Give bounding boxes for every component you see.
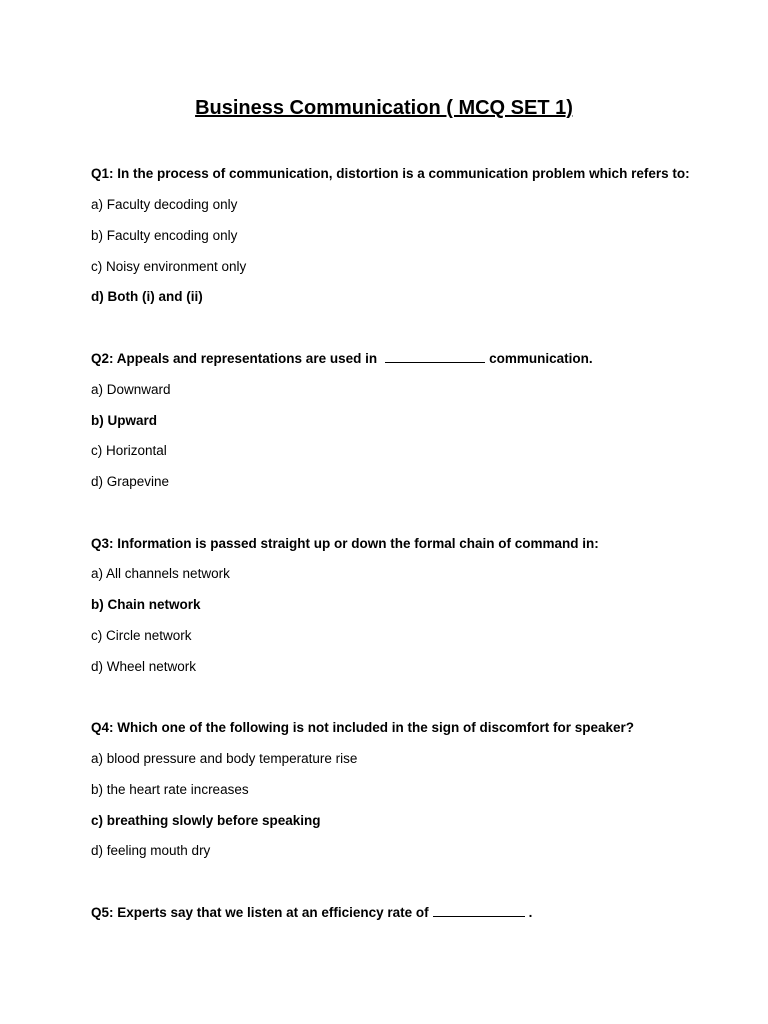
question-1-option-a: a) Faculty decoding only — [91, 197, 238, 212]
question-4-option-a: a) blood pressure and body temperature rise — [91, 751, 358, 766]
question-4-option-b: b) the heart rate increases — [91, 782, 249, 797]
question-4-option-c-answer: c) breathing slowly before speaking — [91, 813, 321, 828]
question-1-text: Q1: In the process of communication, distortion is a communication problem which refers to: — [91, 166, 690, 181]
question-5-blank — [433, 904, 525, 917]
question-3-option-a: a) All channels network — [91, 566, 230, 581]
question-5-text — [91, 904, 532, 922]
question-2-text — [91, 350, 593, 368]
question-5-text-before: Q5: Experts say that we listen at an efficiency rate of — [91, 905, 429, 920]
question-3-option-c: c) Circle network — [91, 628, 192, 643]
question-2-blank — [385, 350, 485, 363]
question-2-option-b-answer: b) Upward — [91, 413, 157, 428]
question-2-option-c: c) Horizontal — [91, 443, 167, 458]
question-3-option-d: d) Wheel network — [91, 659, 197, 674]
document-title: Business Communication ( MCQ SET 1) — [195, 97, 573, 119]
question-4-option-d: d) feeling mouth dry — [91, 843, 211, 858]
question-1-option-d-answer: d) Both (i) and (ii) — [91, 289, 203, 304]
question-2-option-a: a) Downward — [91, 382, 171, 397]
question-2-text-before: Q2: Appeals and representations are used in — [91, 351, 378, 366]
question-1-option-c: c) Noisy environment only — [91, 259, 247, 274]
question-2-text-after: communication. — [489, 351, 593, 366]
question-4-text: Q4: Which one of the following is not included in the sign of discomfort for speaker? — [91, 720, 635, 735]
question-5-text-after: . — [528, 905, 533, 920]
question-1-option-b: b) Faculty encoding only — [91, 228, 238, 243]
question-2-option-d: d) Grapevine — [91, 474, 170, 489]
question-3-text: Q3: Information is passed straight up or down the formal chain of command in: — [91, 536, 599, 551]
question-3-option-b-answer: b) Chain network — [91, 597, 201, 612]
